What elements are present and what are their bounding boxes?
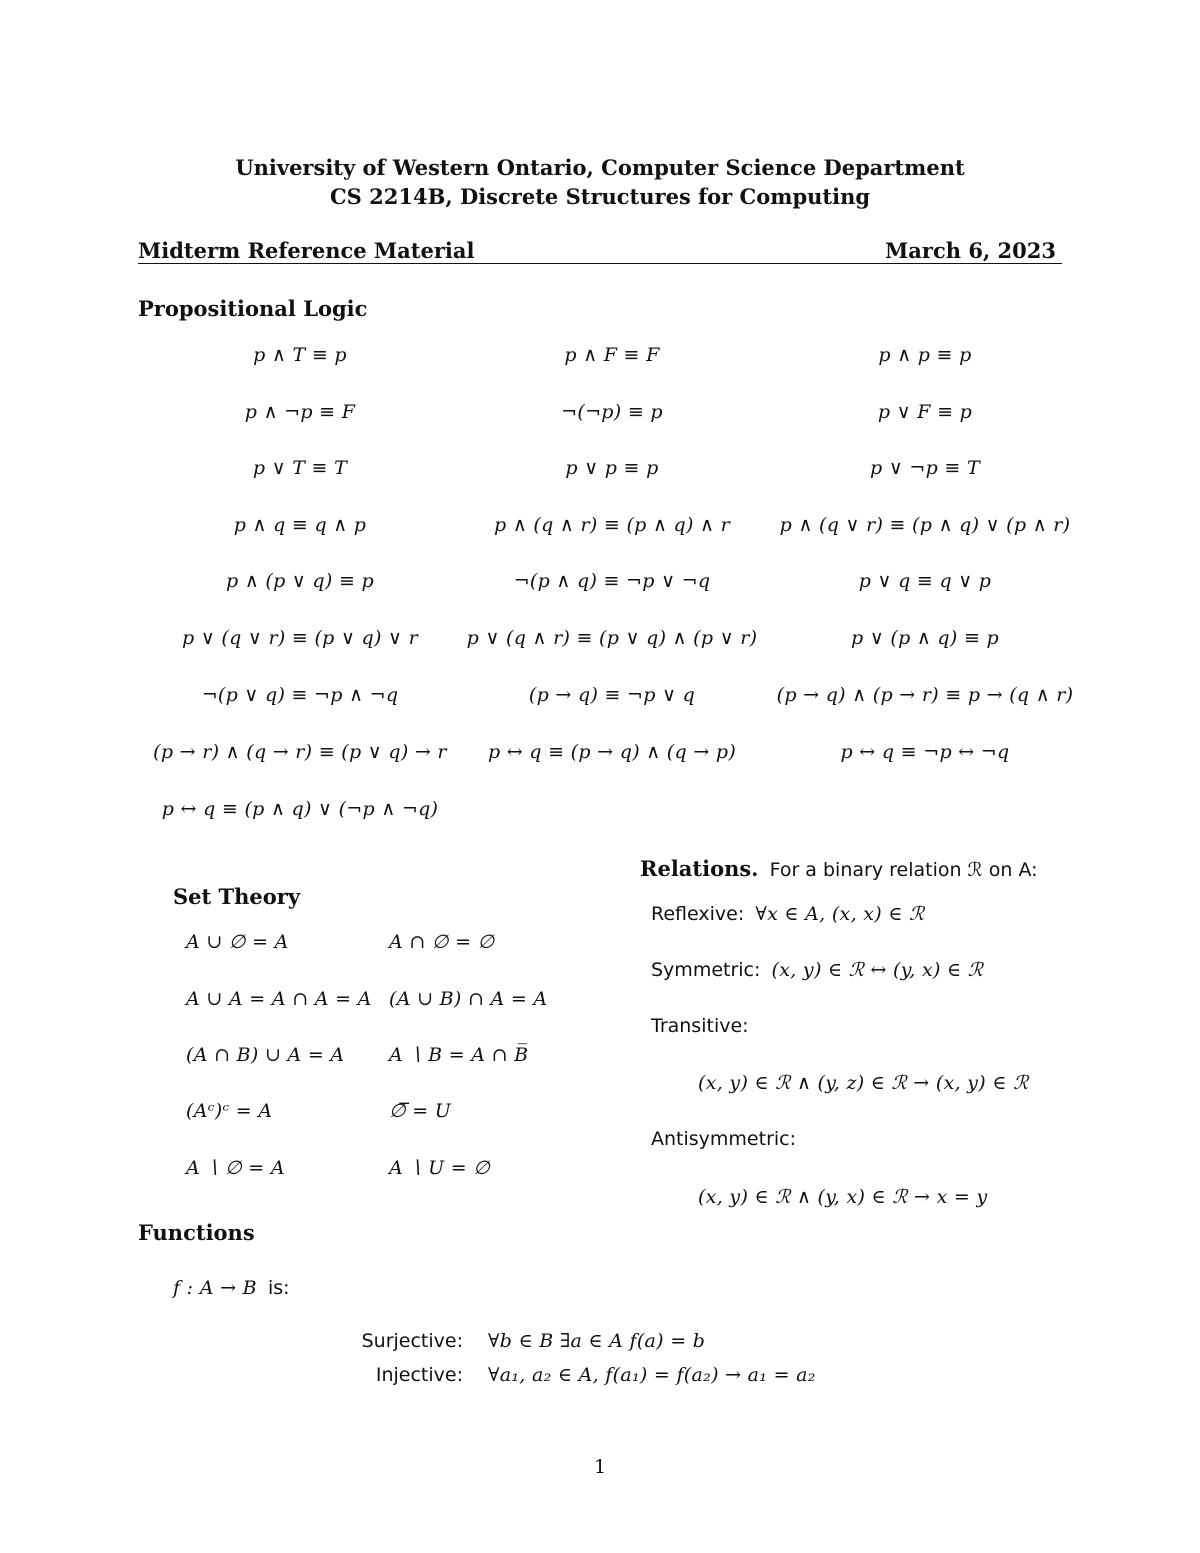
logic-identity: p ∨ p ≡ p [565,457,659,479]
header-date: March 6, 2023 [885,238,1056,263]
surjective-label: Surjective: [361,1330,463,1352]
relations-title: Relations. [640,856,759,881]
antisymmetric-formula: (x, y) ∈ ℛ ∧ (y, x) ∈ ℛ → x = y [698,1186,988,1208]
set-identity: (A ∪ B) ∩ A = A [389,988,548,1010]
logic-identity: (p → q) ≡ ¬p ∨ q [528,684,696,706]
antisymmetric-label: Antisymmetric: [651,1128,797,1150]
logic-identity: p ∨ F ≡ p [877,401,973,423]
set-identity: ∅̅ = U [389,1100,452,1122]
logic-identity: p ↔ q ≡ (p → q) ∧ (q → p) [487,741,737,763]
injective-formula: ∀a₁, a₂ ∈ A, f(a₁) = f(a₂) → a₁ = a₂ [488,1364,816,1386]
logic-identity: p ∨ q ≡ q ∨ p [858,570,992,592]
logic-identity: ¬(p ∧ q) ≡ ¬p ∨ ¬q [513,570,711,592]
set-identity: A ∩ ∅ = ∅ [389,931,495,953]
logic-identity: p ∧ (q ∨ r) ≡ (p ∧ q) ∨ (p ∧ r) [779,514,1071,536]
set-identity: A ∪ A = A ∩ A = A [186,988,372,1010]
symmetric-label: Symmetric: [651,959,761,981]
set-identity: A ∖ B = A ∩ B̅ [389,1044,529,1066]
logic-identity: p ∨ (q ∨ r) ≡ (p ∨ q) ∨ r [182,627,418,649]
reflexive-formula: ∀x ∈ A, (x, x) ∈ ℛ [755,903,925,925]
set-identity: A ∖ ∅ = A [186,1157,285,1179]
injective-label: Injective: [375,1364,463,1386]
logic-identity: p ∧ (q ∧ r) ≡ (p ∧ q) ∧ r [494,514,730,536]
logic-identity: p ∧ q ≡ q ∧ p [233,514,367,536]
header-rule [138,263,1062,264]
function-signature: f : A → B [173,1277,257,1299]
relations-intro: For a binary relation ℛ on A: [769,859,1038,881]
logic-identity: p ∧ (p ∨ q) ≡ p [226,570,374,592]
logic-identity: p ∨ (p ∧ q) ≡ p [851,627,999,649]
page-number: 1 [593,1456,607,1478]
function-intro [173,1277,290,1299]
logic-identity: (p → q) ∧ (p → r) ≡ p → (q ∧ r) [776,684,1074,706]
section-title-set-theory: Set Theory [173,884,301,909]
logic-identity: (p → r) ∧ (q → r) ≡ (p ∨ q) → r [153,741,447,763]
section-title-functions: Functions [138,1220,255,1245]
set-identity: A ∖ U = ∅ [389,1157,491,1179]
logic-identity: p ∨ (q ∧ r) ≡ (p ∨ q) ∧ (p ∨ r) [466,627,758,649]
section-title-propositional-logic: Propositional Logic [138,296,368,321]
reflexive-label: Reflexive: [651,903,745,925]
logic-identity: p ∧ T ≡ p [253,344,347,366]
set-identity: (Aᶜ)ᶜ = A [186,1100,273,1122]
logic-identity: ¬(p ∨ q) ≡ ¬p ∧ ¬q [201,684,399,706]
logic-identity: p ↔ q ≡ (p ∧ q) ∨ (¬p ∧ ¬q) [161,798,439,820]
logic-identity: p ∧ F ≡ F [564,344,660,366]
relation-reflexive [651,903,924,925]
logic-identity: p ∨ ¬p ≡ T [870,457,980,479]
header-course: CS 2214B, Discrete Structures for Computing [329,184,871,209]
symmetric-formula: (x, y) ∈ ℛ ↔ (y, x) ∈ ℛ [771,959,984,981]
logic-identity: p ↔ q ≡ ¬p ↔ ¬q [840,741,1010,763]
relation-symmetric [651,959,983,981]
set-identity: (A ∩ B) ∪ A = A [186,1044,345,1066]
header-university: University of Western Ontario, Computer Science Department [235,155,965,180]
transitive-label: Transitive: [651,1015,749,1037]
header-title: Midterm Reference Material [138,238,475,263]
transitive-formula: (x, y) ∈ ℛ ∧ (y, z) ∈ ℛ → (x, y) ∈ ℛ [698,1072,1029,1094]
relations-heading [640,856,1038,881]
surjective-formula: ∀b ∈ B ∃a ∈ A f(a) = b [488,1330,706,1352]
logic-identity: ¬(¬p) ≡ p [561,401,663,423]
function-intro-text: is: [268,1277,290,1299]
set-identity: A ∪ ∅ = A [186,931,289,953]
logic-identity: p ∧ ¬p ≡ F [244,401,356,423]
logic-identity: p ∨ T ≡ T [252,457,348,479]
logic-identity: p ∧ p ≡ p [878,344,972,366]
